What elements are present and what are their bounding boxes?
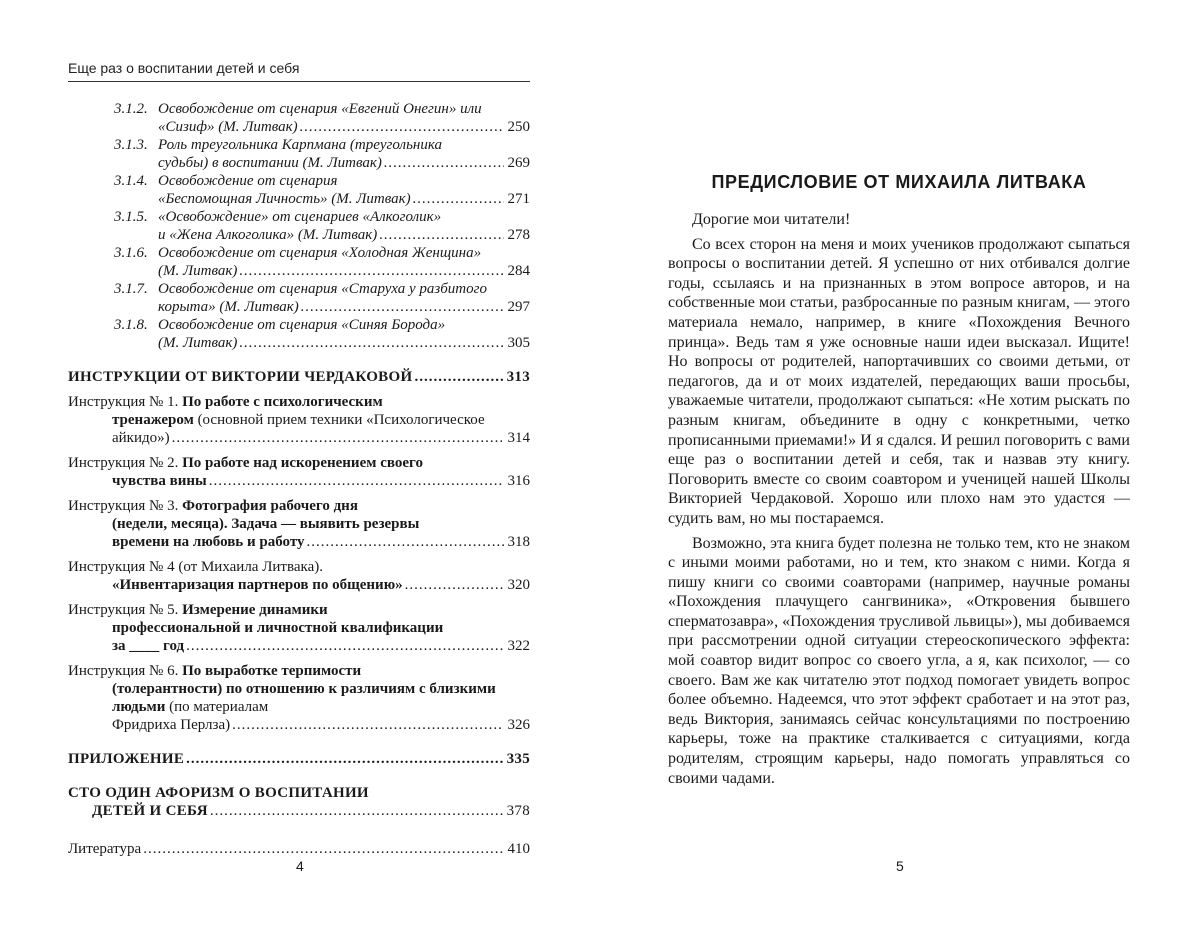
paragraph: Со всех сторон на меня и моих учеников продолжают сыпаться вопросы о воспитании детей. Я успешно от них отбивался долгие годы, ссылаясь и на признанных в этом вопросе авторов, и на собственные мои статьи, разбросанные по разным книгам, — этого материала немало, например, в книге «Похождения Вечного принца». Ведь там я уже основные наши идеи высказал. Ищите! Но вопросы от родителей, напортачивших со своими детьми, от педагогов, да и от моих издателей, передающих ваши просьбы, уважаемые читатели, продолжают сыпаться: «Не хотим рыскать по разным книгам, объедините в одну с конкретными, четко прописанными приемами!» И я сдался. И решил поговорить с вами еще раз о воспитании детей и себя, так и назвав эту книгу. Поговорить вместе со своим соавтором и ученицей нашей Школы Викторией Чердаковой. Хорошо или плохо нам это удастся — судить вам, но мы постараемся. [668,235,1130,527]
toc-page-number: 318 [507,534,530,550]
toc-subsection-3-1-8[interactable] [68,316,530,352]
toc-subsection-number: 3.1.4. [114,173,148,189]
toc-entry-instruction-1[interactable]: Инструкция № 1. По работе с психологическим тренажером (основной прием техники «Психологическое айкидо») ..... 314 [68,393,530,447]
toc-subsection-number: 3.1.7. [114,281,148,297]
toc-subsection-title-line: Освобождение от сценария «Старуха у разбитого [158,281,487,297]
toc-page-number: 269 [507,155,530,171]
toc-page-number: 335 [506,751,530,767]
toc-page-number: 271 [507,191,530,207]
toc-subsection-3-1-4[interactable] [68,172,530,208]
toc-subsection-title-line: и «Жена Алкоголика» (М. Литвак) [158,227,378,243]
toc-entry-aphorisms[interactable]: СТО ОДИН АФОРИЗМ О ВОСПИТАНИИ ДЕТЕЙ И СЕБЯ ..... 378 [68,784,530,820]
toc-subsection-3-1-5[interactable] [68,208,530,244]
toc-page-number: 326 [507,717,530,733]
toc-entry-instruction-3[interactable]: Инструкция № 3. Фотография рабочего дня (недели, месяца). Задача — выявить резервы времени на любовь и работу ..... 318 [68,497,530,551]
toc-page-number: 284 [507,263,530,279]
toc-subsection-3-1-6[interactable] [68,244,530,280]
toc-subsection-3-1-7[interactable] [68,280,530,316]
toc-subsection-number: 3.1.3. [114,137,148,153]
toc-page-number: 378 [506,803,530,819]
toc-subsection-3-1-2[interactable] [68,100,530,136]
toc-page-number: 313 [506,369,530,385]
toc-subsection-title-line: (М. Литвак) [158,335,238,351]
toc-entry-instructions[interactable] [68,368,530,386]
toc-subsection-title-line: Освобождение от сценария «Холодная Женщина» [158,245,482,261]
toc-subsection-title-line: «Сизиф» (М. Литвак) [158,119,298,135]
toc-subsection-title-line: «Освобождение» от сценариев «Алкоголик» [158,209,442,225]
chapter-heading: ПРЕДИСЛОВИЕ ОТ МИХАИЛА ЛИТВАКА [711,172,1087,192]
toc-entry-appendix[interactable]: ПРИЛОЖЕНИЕ ..... 335 [68,750,530,768]
toc-page-number: 410 [507,841,530,857]
toc-page-number: 322 [507,638,530,654]
toc-entry-instruction-2[interactable]: Инструкция № 2. По работе над искоренением своего чувства вины ..... 316 [68,454,530,490]
toc-subsection-title-line: (М. Литвак) [158,263,238,279]
toc-entry-instruction-6[interactable]: Инструкция № 6. По выработке терпимости (толерантности) по отношению к различиям с близкими людьми (по материалам Фридриха Перлза) ..... 326 [68,662,530,734]
toc-page-number: 297 [507,299,530,315]
running-head: Еще раз о воспитании детей и себя [68,60,530,82]
toc-subsection-number: 3.1.6. [114,245,148,261]
toc-entry-title: ИНСТРУКЦИИ ОТ ВИКТОРИИ ЧЕРДАКОВОЙ [68,369,413,385]
toc-entry-instruction-5[interactable]: Инструкция № 5. Измерение динамики профессиональной и личностной квалификации за ____ год ..... 322 [68,601,530,655]
table-of-contents [68,100,530,858]
toc-page-number: 316 [507,473,530,489]
toc-subsection-title-line: Освобождение от сценария [158,173,338,189]
toc-subsection-number: 3.1.5. [114,209,148,225]
toc-page-number: 305 [507,335,530,351]
toc-page-number: 278 [507,227,530,243]
subsection-list [68,100,530,352]
page-number: 4 [296,858,304,874]
toc-page-number: 314 [507,430,530,446]
toc-page-number: 250 [507,119,530,135]
toc-subsection-title-line: Освобождение от сценария «Синяя Борода» [158,317,446,333]
page-number: 5 [896,858,904,874]
toc-entry-literature[interactable]: Литература ..... 410 [68,840,530,858]
toc-entry-instruction-4[interactable]: Инструкция № 4 (от Михаила Литвака). «Инвентаризация партнеров по общению» ..... 320 [68,558,530,594]
paragraph: Дорогие мои читатели! [692,211,851,228]
toc-subsection-title-line: корыта» (М. Литвак) [158,299,299,315]
toc-page-number: 320 [507,577,530,593]
paragraph: Возможно, эта книга будет полезна не только тем, кто не знаком с иными моими работами, но и тем, кто знаком с ними. Когда я пишу книги со своими соавторами (например, научные романы «Похождения плачущего сангвиника», «Откровения бывшего сперматозавра», «Похождения трусливой львицы»), мы добиваемся при рассмотрении одной ситуации стереоскопического эффекта: мой соавтор видит вопрос со своего угла, а я, как психолог, — со своего. Вам же как читателю этот подход помогает увидеть вопрос более объемно. Надеемся, что этот эффект сработает и на этот раз, ведь Виктория, занимаясь сейчас консультациями по построению карьеры, тоже на практике сталкивается с ситуациями, когда родителям, строящим карьеры, надо помогать управляться со своими чадами. [668,534,1130,787]
toc-subsection-title-line: «Беспомощная Личность» (М. Литвак) [158,191,411,207]
toc-subsection-title-line: Освобождение от сценария «Евгений Онегин» или [158,101,482,117]
toc-subsection-title-line: судьбы) в воспитании (М. Литвак) [158,155,382,171]
toc-subsection-number: 3.1.8. [114,317,148,333]
toc-subsection-number: 3.1.2. [114,101,148,117]
toc-subsection-title-line: Роль треугольника Карпмана (треугольника [158,137,442,153]
body-text [668,210,1130,793]
toc-subsection-3-1-3[interactable] [68,136,530,172]
